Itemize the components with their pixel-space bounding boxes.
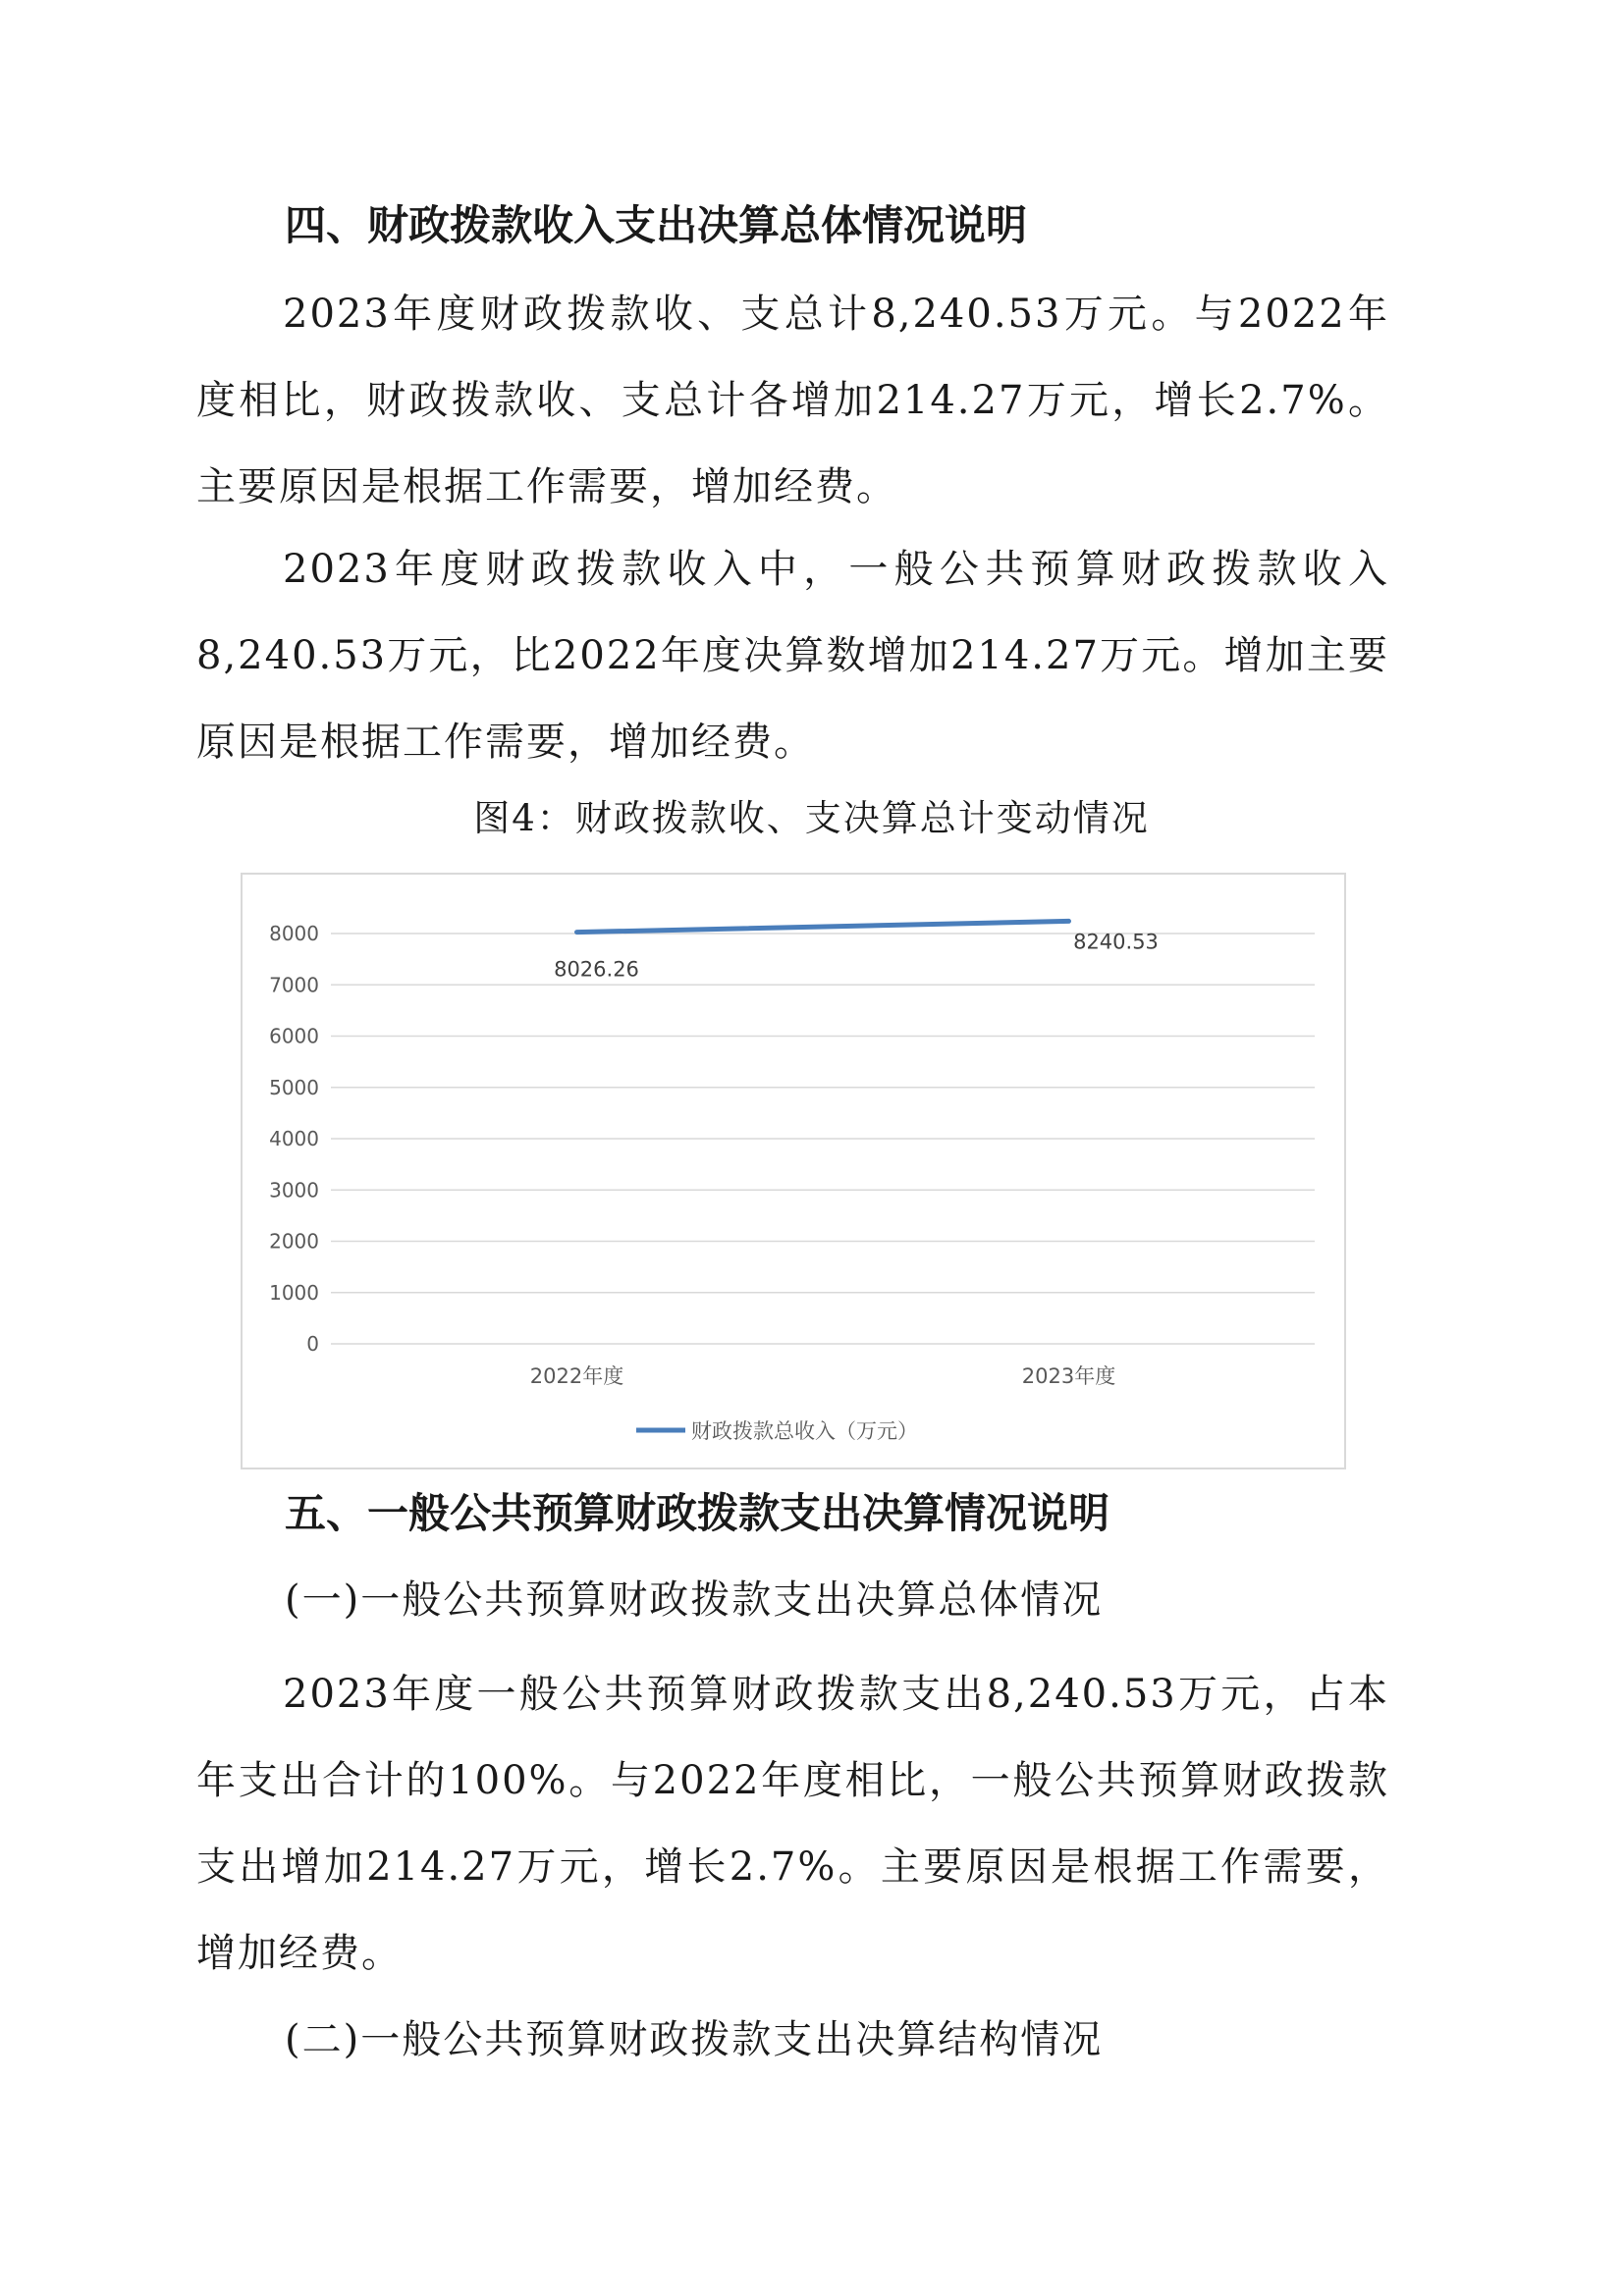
section5-subheading-2: (二)一般公共预算财政拨款支出决算结构情况 [285, 2017, 1104, 2062]
y-tick-label: 6000 [269, 1024, 319, 1048]
y-tick-label: 3000 [269, 1178, 319, 1202]
y-tick-label: 5000 [269, 1075, 319, 1099]
chart-canvas [243, 875, 1344, 1468]
series-line [577, 921, 1069, 932]
data-label: 8026.26 [554, 957, 639, 982]
section5-paragraph-1: 2023年度一般公共预算财政拨款支出8,240.53万元，占本年支出合计的100%。与2022年度相比，一般公共预算财政拨款支出增加214.27万元，增长2.7%。主要原因是根据工作需要，增加经费。 [196, 1672, 1389, 1976]
y-tick-label: 1000 [269, 1280, 319, 1305]
line-chart [241, 873, 1346, 1469]
section5-heading: 五、一般公共预算财政拨款支出决算情况说明 [285, 1489, 1110, 1537]
y-tick-label: 2000 [269, 1229, 319, 1254]
data-label: 8240.53 [1073, 930, 1159, 954]
x-tick-label: 2023年度 [1021, 1364, 1116, 1388]
y-tick-label: 4000 [269, 1127, 319, 1150]
figure-caption: 图4：财政拨款收、支决算总计变动情况 [473, 797, 1150, 839]
y-tick-label: 0 [306, 1332, 319, 1356]
section4-paragraph-1: 2023年度财政拨款收、支总计8,240.53万元。与2022年度相比，财政拨款收、支总计各增加214.27万元，增长2.7%。主要原因是根据工作需要，增加经费。 [196, 292, 1389, 509]
y-tick-label: 7000 [269, 973, 319, 997]
section4-paragraph-2: 2023年度财政拨款收入中，一般公共预算财政拨款收入8,240.53万元，比2022年度决算数增加214.27万元。增加主要原因是根据工作需要，增加经费。 [196, 547, 1389, 765]
legend-label: 财政拨款总收入（万元） [691, 1419, 918, 1443]
x-tick-label: 2022年度 [529, 1364, 624, 1388]
section5-subheading-1: (一)一般公共预算财政拨款支出决算总体情况 [285, 1577, 1104, 1623]
y-tick-label: 8000 [269, 922, 319, 945]
section4-heading: 四、财政拨款收入支出决算总体情况说明 [285, 201, 1028, 249]
